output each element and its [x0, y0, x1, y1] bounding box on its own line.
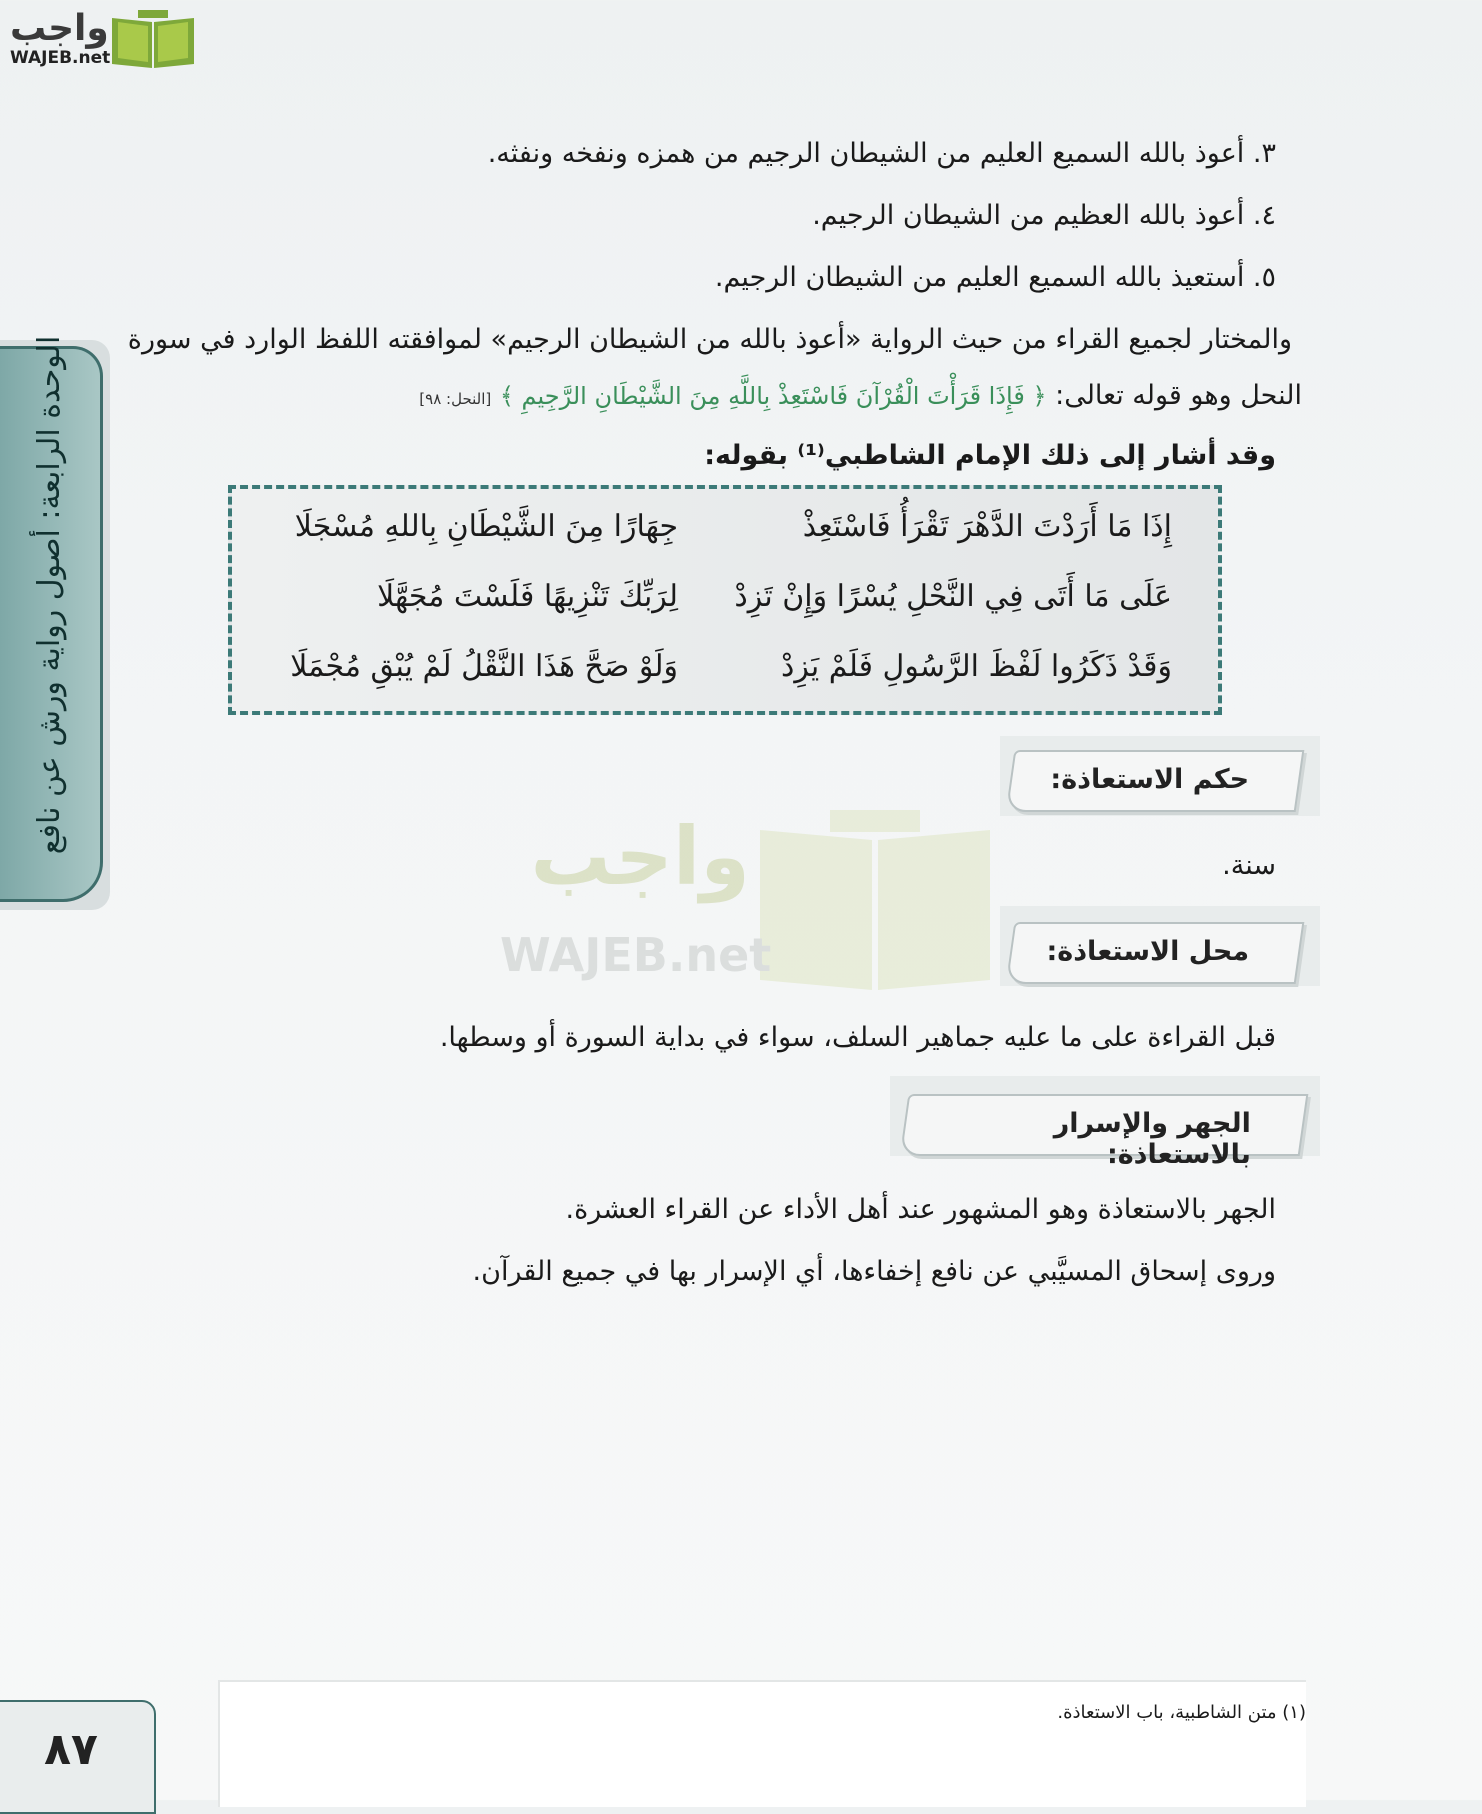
- section-body: الجهر بالاستعاذة وهو المشهور عند أهل الأداء عن القراء العشرة.: [565, 1194, 1276, 1225]
- paragraph-text: النحل وهو قوله تعالى:: [1055, 380, 1302, 411]
- unit-title: الوحدة الرابعة: أصول رواية ورش عن نافع: [32, 335, 67, 855]
- page-number-box: [0, 1700, 156, 1814]
- section-title: الجهر والإسرار بالاستعاذة:: [1053, 1108, 1251, 1170]
- section-body: وروى إسحاق المسيَّبي عن نافع إخفاءها، أي الإسرار بها في جميع القرآن.: [472, 1256, 1276, 1287]
- section-header: [1006, 750, 1305, 812]
- section-body: سنة.: [1222, 850, 1276, 881]
- logo-word: واجب: [10, 8, 109, 49]
- poem-hemistich-left: لِرَبِّكَ تَنْزِيهًا فَلَسْتَ مُجَهَّلَا: [377, 579, 678, 614]
- footnote-area: [218, 1680, 1306, 1807]
- watermark-book-icon: [760, 810, 990, 990]
- paragraph-line: والمختار لجميع القراء من حيث الرواية «أعوذ بالله من الشيطان الرجيم» لموافقته اللفظ الوارد في سورة: [127, 324, 1292, 355]
- poem-hemistich-left: جِهَارًا مِنَ الشَّيْطَانِ بِاللهِ مُسْجَلَا: [294, 509, 678, 544]
- poem-hemistich-right: عَلَى مَا أَتَى فِي النَّحْلِ يُسْرًا وَإِنْ تَزِدْ: [734, 579, 1172, 614]
- section-header: [1006, 922, 1305, 984]
- logo: [10, 6, 190, 68]
- list-item: ٤. أعوذ بالله العظيم من الشيطان الرجيم.: [812, 200, 1276, 231]
- page-number: ٨٧: [44, 1724, 98, 1775]
- poem-hemistich-right: وَقَدْ ذَكَرُوا لَفْظَ الرَّسُولِ فَلَمْ يَزِدْ: [780, 649, 1172, 684]
- paragraph-verse-line: [419, 380, 1302, 411]
- watermark-subtitle: WAJEB.net: [500, 928, 772, 982]
- watermark: [490, 810, 990, 990]
- quran-verse: ﴿ فَإِذَا قَرَأْتَ الْقُرْآنَ فَاسْتَعِذْ بِاللَّهِ مِنَ الشَّيْطَانِ الرَّجِيمِ ﴾: [499, 382, 1047, 410]
- section-header: [900, 1094, 1309, 1170]
- watermark-word: واجب: [530, 810, 750, 903]
- poem-hemistich-right: إِذَا مَا أَرَدْتَ الدَّهْرَ تَقْرَأُ فَاسْتَعِذْ: [802, 509, 1172, 544]
- open-book-icon: [108, 8, 198, 70]
- footnote: (١) متن الشاطبية، باب الاستعاذة.: [1057, 1702, 1306, 1723]
- section-body: قبل القراءة على ما عليه جماهير السلف، سواء في بداية السورة أو وسطها.: [439, 1022, 1276, 1053]
- list-item: ٥. أستعيذ بالله السميع العليم من الشيطان الرجيم.: [714, 262, 1276, 293]
- list-item: ٣. أعوذ بالله السميع العليم من الشيطان الرجيم من همزه ونفخه ونفثه.: [487, 138, 1276, 169]
- verse-reference: [النحل: ٩٨]: [419, 390, 492, 408]
- section-title: حكم الاستعاذة:: [1050, 764, 1250, 795]
- poem-box: [228, 485, 1222, 715]
- poem-hemistich-left: وَلَوْ صَحَّ هَذَا النَّقْلُ لَمْ يُبْقِ مُجْمَلَا: [290, 649, 678, 684]
- section-title: محل الاستعاذة:: [1046, 936, 1250, 967]
- poem-intro: وقد أشار إلى ذلك الإمام الشاطبي⁽¹⁾ بقوله:: [704, 440, 1276, 471]
- logo-subtitle: WAJEB.net: [10, 48, 111, 68]
